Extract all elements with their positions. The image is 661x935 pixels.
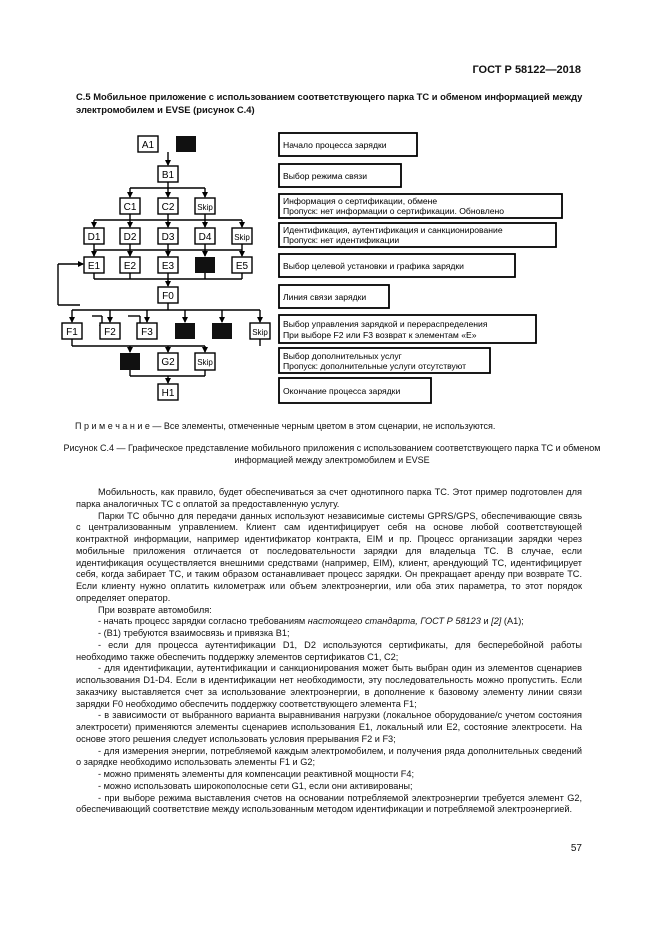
node-c2-label: C2 [161,202,175,213]
list-item: - при выборе режима выставления счетов на основании потребляемой электроэнергии требуется элемент G2, обеспечивающий соответствие между использованным методом идентификации и потребляемой электроэнергией. [76,792,582,815]
node-f2-label: F2 [104,327,116,338]
paragraph: При возврате автомобиля: [98,604,212,615]
node-e5-label: E5 [235,261,249,272]
list-item: - можно применять элементы для компенсации реактивной мощности F4; [98,769,415,779]
list-item: - в зависимости от выбранного варианта выравнивания нагрузки (локальное оборудование/с учетом состояния электросети) применяются элементы сценариев использования E1, локальный или E2, состояние электросети. На основе этого решения следует использовать условия прерывания F2 и F3; [76,710,582,744]
node-f1-label: F1 [66,327,78,338]
list-item: - (B1) требуются взаимосвязь и привязка B1; [98,628,290,638]
node-e2-label: E2 [123,261,137,272]
list-item: - для измерения энергии, потребляемой каждым электромобилем, и получения ряда дополнительных сведений о зарядке необходимо использовать элементы F1 и G2; [76,745,582,768]
page-number: 57 [570,843,582,854]
figure-note [75,421,495,431]
body-text [76,487,582,816]
list-item-text: (A1); [501,616,524,627]
stage-label-extra-1: Выбор дополнительных услуг [283,351,402,361]
list-item-text: - начать процесс зарядки согласно требованиям [98,616,308,627]
list-item: - если для процесса аутентификации D1, D2 используются сертификаты, для бесперебойной работы необходимо также обеспечить поддержку элементов сертификатов C1, C2; [76,639,582,662]
paragraph: Парки ТС обычно для передачи данных используют независимые системы GPRS/GPS, обеспечивающие связь с централизованным управлением. Клиент сам идентифицирует себя на основе любой соответствующей контрактной информации, например идентификатор контракта, EIM и пр. Процесс организации зарядки через мобильные приложения отличается от последовательности зарядки для владельца ТС. В случае, если идентификация осуществляется внешними средствами (например, EIM), клиент, арендующий ТС, идентифицирует себя, когда забирает ТС, и таким образом останавливает процесс зарядки. Он прекращает аренду при возврате ТС. Если клиенту нужно оплатить километраж или объем электроэнергии, или оба этих параметра, то этот порядок определяет оператор. [76,510,582,603]
paragraph: Мобильность, как правило, будет обеспечиваться за счет однотипного парка ТС. Этот пример подготовлен для парка аналогичных ТС с оплатой за предоставленную услугу. [76,487,582,509]
list-item-text: и [480,616,492,627]
node-d3-label: D3 [161,232,175,243]
list-item: - можно использовать широкополосные сети G1, если они активированы; [98,780,413,791]
stage-label-cert-1: Информация о сертификации, обмене [283,196,438,206]
note-text: — Все элементы, отмеченные черным цветом в этом сценарии, не используются. [149,421,496,431]
node-a1-label: A1 [141,140,155,151]
node-d1-label: D1 [87,232,101,243]
charging-process-diagram [50,130,570,412]
node-f0-label: F0 [162,291,174,302]
node-g2-label: G2 [161,357,175,368]
stage-label-extra-2: Пропуск: дополнительные услуги отсутствуют [283,361,467,371]
reference-standard: настоящего стандарта [307,616,416,627]
stage-label-end: Окончание процесса зарядки [283,386,401,396]
stage-label-control-2: При выборе F2 или F3 возврат к элементам «E» [283,330,477,340]
node-e3-label: E3 [161,261,175,272]
stage-label-ident-2: Пропуск: нет идентификации [283,235,400,245]
list-item [76,616,582,628]
unused-node-g1 [120,353,140,370]
unused-node-a [176,136,196,152]
node-c-skip-label: Skip [197,203,213,212]
stage-label-comm-line: Линия связи зарядки [283,292,367,302]
standard-number: ГОСТ Р 58122—2018 [472,64,581,76]
node-f3-label: F3 [141,327,153,338]
stage-label-cert-2: Пропуск: нет информации о сертификации. Обновлено [283,206,505,216]
unused-node-f4 [175,323,195,339]
node-d2-label: D2 [123,232,137,243]
reference-separator: , [415,616,421,627]
reference-bibliography: [2] [491,616,502,627]
note-prefix: П р и м е ч а н и е [75,421,150,431]
stage-label-start: Начало процесса зарядки [283,140,387,150]
reference-gost: ГОСТ Р 58123 [420,616,481,627]
node-f-skip-label: Skip [252,328,268,337]
list-item: - для идентификации, аутентификации и санкционирования может быть выбран один из элементов сценариев использования D1-D4. Если в идентификации нет необходимости, эту последовательность можно пропустить. Если заказчику выставляется счет за использование электроэнергии, в дополнение к базовому элементу линии связи зарядки F0 необходимо обеспечить поддержку соответствующего элемента F1; [76,663,582,709]
node-g-skip-label: Skip [197,358,213,367]
stage-label-comm-mode: Выбор режима связи [283,171,368,181]
stage-label-control-1: Выбор управления зарядкой и перераспределения [283,319,488,329]
unused-node-f5 [212,323,232,339]
figure-caption: Рисунок С.4 — Графическое представление мобильного приложения с использованием соответствующего парка ТС и обменом информацией между электромобилем и EVSE [63,443,601,465]
section-heading: C.5 Мобильное приложение с использованием соответствующего парка ТС и обменом информацией между электромобилем и EVSE (рисунок С.4) [76,91,583,115]
node-h1-label: H1 [161,388,175,399]
stage-label-target: Выбор целевой установки и графика зарядки [283,261,464,271]
node-b1-label: B1 [161,170,175,181]
node-d-skip-label: Skip [234,233,250,242]
node-d4-label: D4 [198,232,212,243]
stage-label-ident-1: Идентификация, аутентификация и санкционирование [283,225,503,235]
unused-node-e4 [195,257,215,273]
node-c1-label: C1 [123,202,137,213]
node-e1-label: E1 [87,261,101,272]
